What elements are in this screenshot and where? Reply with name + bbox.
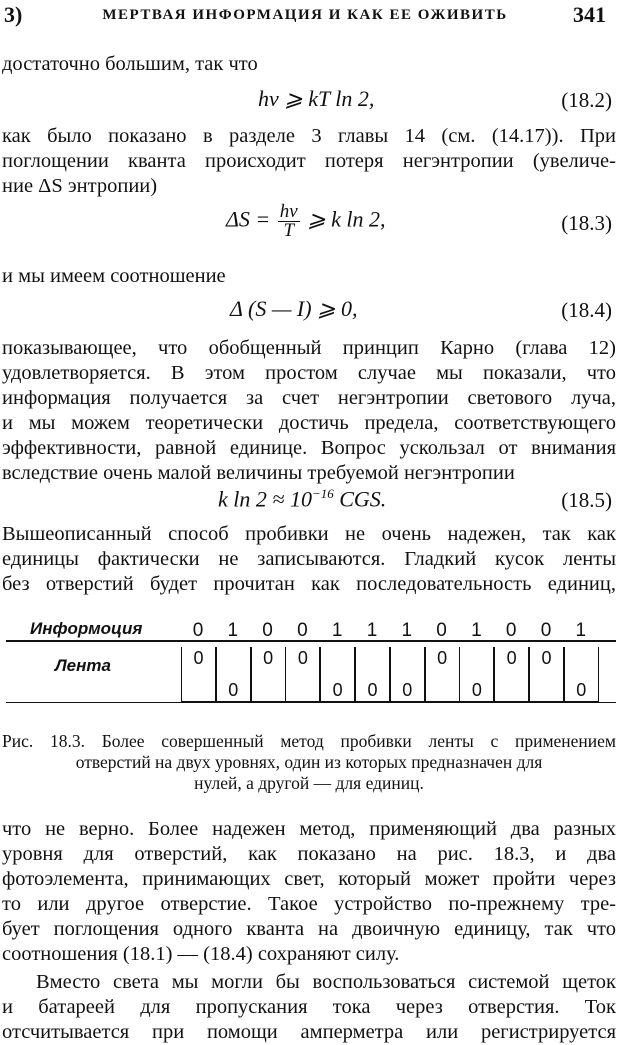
hole-mark: 0 bbox=[193, 648, 204, 668]
text-line: без отверстий будет прочитан как последовательность единиц, bbox=[2, 573, 616, 595]
hole-mark: 0 bbox=[471, 680, 482, 700]
equation-number-18-2: (18.2) bbox=[561, 88, 612, 112]
text-line: ние ΔS энтропии) bbox=[2, 175, 158, 197]
information-bit: 0 bbox=[540, 620, 552, 641]
label-tape: Лента bbox=[55, 656, 111, 675]
tape-hole-cell bbox=[459, 647, 494, 702]
tape-hole-cell bbox=[564, 647, 599, 702]
hole-mark: 0 bbox=[228, 680, 239, 700]
information-bit: 0 bbox=[192, 620, 204, 641]
tape-hole-cell bbox=[425, 647, 460, 702]
text-line: отсчитывается при помощи амперметра или регистрируется bbox=[2, 1021, 616, 1043]
information-bit: 0 bbox=[436, 620, 447, 641]
page-header bbox=[4, 4, 606, 26]
information-bit: 1 bbox=[401, 620, 413, 641]
hole-mark: 0 bbox=[367, 680, 378, 700]
equation-18-3: ΔS = $\frac{h\nu}{T}$ ⩾ k ln 2, bbox=[226, 201, 386, 241]
tape-hole-cell bbox=[285, 647, 320, 702]
information-bit: 1 bbox=[575, 620, 587, 641]
paragraph-1: достаточно большим, так что bbox=[2, 53, 258, 75]
equation-number-18-4: (18.4) bbox=[561, 298, 612, 322]
hole-mark: 0 bbox=[576, 680, 587, 700]
text-line: эффективности, равной единице. Вопрос ускользал от внимания bbox=[2, 437, 616, 459]
tape-hole-cell bbox=[251, 647, 286, 702]
text-line: вследствие очень малой величины требуемой негэнтропии bbox=[2, 462, 515, 484]
hole-mark: 0 bbox=[402, 680, 413, 700]
caption-line: Рис. 18.3. Более совершенный метод пробивки ленты с применением bbox=[2, 731, 616, 751]
information-bit: 0 bbox=[262, 620, 273, 641]
tape-hole-cell bbox=[216, 647, 251, 702]
hole-mark: 0 bbox=[297, 648, 308, 668]
paragraph-6 bbox=[2, 817, 616, 967]
text-line: поглощении кванта происходит потеря негэнтропии (увеличе- bbox=[2, 150, 616, 172]
text-line: как было показано в разделе 3 главы 14 (см. (14.17)). При bbox=[2, 125, 616, 147]
information-bit: 1 bbox=[227, 620, 239, 641]
information-bit: 0 bbox=[297, 620, 308, 641]
hole-mark: 0 bbox=[437, 648, 448, 668]
text-line: Вышеописанный способ пробивки не очень надежен, так как bbox=[2, 523, 616, 545]
fraction: $\frac{h\nu}{T}$ bbox=[279, 201, 298, 241]
hole-mark: 0 bbox=[263, 648, 274, 668]
tape-hole-cell bbox=[355, 647, 390, 702]
paragraph-7 bbox=[2, 970, 616, 1045]
text-line: и батареей для пропускания тока через отверстия. Ток bbox=[2, 996, 616, 1018]
information-bit: 1 bbox=[331, 620, 343, 641]
figure-rule-bottom bbox=[6, 702, 616, 703]
page-number: 341 bbox=[573, 2, 606, 27]
information-bit: 1 bbox=[366, 620, 378, 641]
paragraph-2 bbox=[2, 124, 616, 199]
text-line: уровня для отверстий, как показано на рис. 18.3, и два bbox=[2, 843, 616, 865]
paragraph-5 bbox=[2, 522, 616, 597]
paragraph-4 bbox=[2, 336, 616, 486]
caption-line: отверстий на двух уровнях, один из которых предназначен для bbox=[75, 752, 543, 772]
text-line: то или другое отверстие. Такое устройство по-прежнему тре- bbox=[2, 893, 616, 915]
label-information: Информоция bbox=[30, 619, 143, 638]
tape-hole-cell bbox=[529, 647, 564, 702]
text-line: бует поглощения одного кванта на двоичную единицу, так что bbox=[2, 918, 616, 940]
tape-hole-cell bbox=[390, 647, 425, 702]
tape-hole-cell bbox=[320, 647, 355, 702]
text-line: фотоэлемента, принимающих свет, который может пройти через bbox=[2, 868, 616, 890]
text-line: показывающее, что обобщенный принцип Карно (глава 12) bbox=[2, 337, 616, 359]
text-line: единицы фактически не записываются. Гладкий кусок ленты bbox=[2, 548, 616, 570]
hole-mark: 0 bbox=[541, 648, 552, 668]
text-line: Вместо света мы могли бы воспользоваться системой щеток bbox=[36, 971, 616, 993]
tape-hole-cell bbox=[494, 647, 529, 702]
text-line: и мы можем теоретически достичь предела, соответствующего bbox=[2, 412, 616, 434]
chapter-marker: 3) bbox=[4, 2, 23, 27]
equation-18-2: hν ⩾ kT ln 2, bbox=[258, 86, 375, 111]
text-line: что не верно. Более надежен метод, применяющий два разных bbox=[2, 818, 616, 840]
equation-number-18-5: (18.5) bbox=[561, 488, 612, 512]
text-line: информация получается за счет негэнтропии светового луча, bbox=[2, 387, 616, 409]
figure-caption bbox=[2, 731, 616, 794]
paragraph-3: и мы имеем соотношение bbox=[2, 265, 226, 287]
text-line: соотношения (18.1) — (18.4) сохраняют силу. bbox=[2, 943, 400, 965]
caption-line: нулей, а другой — для единиц. bbox=[194, 773, 424, 793]
information-bit: 0 bbox=[505, 620, 517, 641]
equation-18-5: k $\ln 2 \approx 10^{-16}$ CGS. bbox=[218, 486, 387, 512]
text-line: удовлетворяется. В этом простом случае мы показали, что bbox=[2, 362, 616, 384]
tape-hole-cell bbox=[181, 647, 216, 702]
hole-mark: 0 bbox=[506, 648, 517, 668]
information-bit: 1 bbox=[471, 620, 482, 641]
hole-mark: 0 bbox=[332, 680, 343, 700]
equation-number-18-3: (18.3) bbox=[561, 211, 612, 235]
equation-18-4: Δ (S — I) ⩾ 0, bbox=[230, 296, 358, 321]
running-title: МЕРТВАЯ ИНФОРМАЦИЯ И КАК ЕЕ ОЖИВИТЬ bbox=[102, 6, 508, 23]
